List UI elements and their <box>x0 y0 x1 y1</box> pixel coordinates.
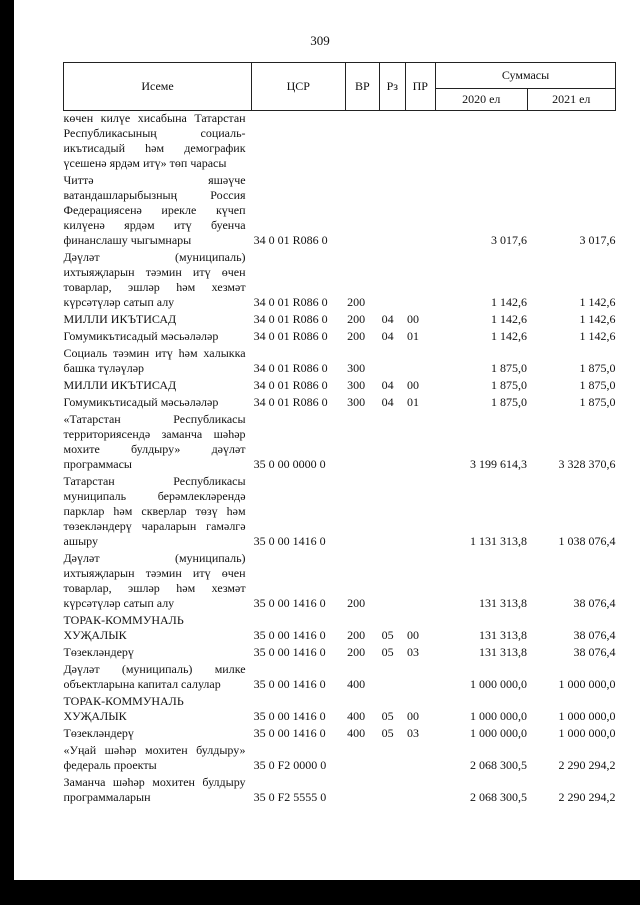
cell-y2021: 2 290 294,2 <box>558 790 616 804</box>
cell-y2021: 1 142,6 <box>579 329 616 343</box>
cell-csr: 35 0 F2 0000 0 <box>253 758 327 772</box>
cell-vr: 300 <box>347 378 366 392</box>
cell-rz <box>380 549 405 611</box>
cell-vr <box>345 741 380 773</box>
cell-vr <box>345 171 380 248</box>
cell-rz: 04 <box>381 395 394 409</box>
cell-y2020: 3 199 614,3 <box>470 457 528 471</box>
cell-pr <box>405 344 435 376</box>
cell-rz: 05 <box>381 628 394 642</box>
cell-name: Социаль тәэмин итү һәм халыкка башка түләүләр <box>63 346 246 375</box>
cell-csr: 35 0 F2 5555 0 <box>253 790 327 804</box>
cell-csr: 34 0 01 R086 0 <box>253 312 328 326</box>
cell-y2021: 38 076,4 <box>573 645 616 659</box>
cell-name: ТОРАК-КОММУНАЛЬ ХУҖАЛЫК <box>63 694 184 723</box>
cell-y2021: 2 290 294,2 <box>558 758 616 772</box>
cell-rz <box>380 171 405 248</box>
table-row <box>64 171 616 248</box>
cell-y2020: 1 875,0 <box>491 378 528 392</box>
table-body <box>64 111 616 806</box>
cell-y2020: 2 068 300,5 <box>470 790 528 804</box>
cell-name: ТОРАК-КОММУНАЛЬ ХУҖАЛЫК <box>63 613 184 642</box>
cell-vr <box>345 111 380 172</box>
cell-name: Читтә яшәүче ватандашларыбызның Россия Федерациясенә ирекле күчеп килүенә ярдәм итү буенча финанслашу чыгымнары <box>63 173 246 247</box>
cell-pr: 00 <box>407 378 420 392</box>
cell-csr: 35 0 00 1416 0 <box>253 596 326 610</box>
cell-y2021: 3 017,6 <box>579 233 616 247</box>
cell-name: МИЛЛИ ИКЪТИСАД <box>63 312 177 326</box>
header-year-2020: 2020 ел <box>436 89 527 111</box>
cell-vr <box>345 773 380 805</box>
table-row <box>64 724 616 741</box>
cell-csr: 34 0 01 R086 0 <box>253 361 328 375</box>
table-row <box>64 111 616 172</box>
cell-vr: 200 <box>347 596 366 610</box>
cell-csr: 34 0 01 R086 0 <box>253 395 328 409</box>
cell-y2020: 131 313,8 <box>479 645 528 659</box>
cell-y2021: 1 875,0 <box>579 378 616 392</box>
cell-pr <box>405 171 435 248</box>
cell-pr <box>405 773 435 805</box>
header-csr: ЦСР <box>252 63 346 111</box>
table-row <box>64 643 616 660</box>
cell-y2021: 1 875,0 <box>579 395 616 409</box>
cell-rz: 04 <box>381 329 394 343</box>
cell-pr: 00 <box>407 628 420 642</box>
header-vr: ВР <box>345 63 380 111</box>
cell-pr <box>405 410 435 472</box>
cell-pr: 03 <box>407 645 420 659</box>
cell-rz <box>380 773 405 805</box>
cell-y2020: 131 313,8 <box>479 596 528 610</box>
cell-pr: 00 <box>407 312 420 326</box>
cell-pr <box>405 111 435 172</box>
table-row <box>64 741 616 773</box>
cell-csr: 35 0 00 1416 0 <box>253 628 326 642</box>
cell-vr: 400 <box>347 677 366 691</box>
cell-vr: 400 <box>347 726 366 740</box>
cell-name: Гомумикътисадый мәсьәләләр <box>63 329 219 343</box>
budget-table <box>63 62 616 805</box>
cell-y2021: 38 076,4 <box>573 628 616 642</box>
cell-y2020: 1 875,0 <box>491 361 528 375</box>
table-row <box>64 472 616 549</box>
cell-name: Төзекләндерү <box>63 726 134 740</box>
cell-rz: 05 <box>381 726 394 740</box>
cell-pr: 01 <box>407 395 420 409</box>
cell-pr <box>405 741 435 773</box>
header-rz: Рз <box>380 63 405 111</box>
cell-y2020: 1 875,0 <box>491 395 528 409</box>
cell-name: Дәүләт (муниципаль) милке объектларына капитал салулар <box>63 662 246 691</box>
scan-edge-left <box>0 0 14 905</box>
cell-vr: 300 <box>347 361 366 375</box>
cell-name: Заманча шәһәр мохитен булдыру программаларын <box>63 775 246 804</box>
cell-vr: 200 <box>347 645 366 659</box>
cell-y2021: 1 142,6 <box>579 295 616 309</box>
cell-y2020 <box>436 111 527 172</box>
cell-vr: 200 <box>347 628 366 642</box>
cell-rz <box>380 741 405 773</box>
cell-rz <box>380 410 405 472</box>
table-row <box>64 248 616 310</box>
cell-y2020: 2 068 300,5 <box>470 758 528 772</box>
table-row <box>64 393 616 410</box>
cell-vr: 200 <box>347 312 366 326</box>
cell-vr: 400 <box>347 709 366 723</box>
cell-y2020: 1 142,6 <box>491 329 528 343</box>
cell-rz: 04 <box>381 312 394 326</box>
scan-edge-bottom <box>0 880 640 905</box>
cell-y2020: 1 142,6 <box>491 295 528 309</box>
cell-y2020: 1 000 000,0 <box>470 709 528 723</box>
cell-vr: 200 <box>347 295 366 309</box>
table-row <box>64 310 616 327</box>
cell-y2021: 1 000 000,0 <box>558 677 616 691</box>
cell-vr <box>345 472 380 549</box>
table-row <box>64 549 616 611</box>
page-number: 309 <box>310 33 330 48</box>
cell-rz <box>380 660 405 692</box>
cell-csr: 34 0 01 R086 0 <box>253 378 328 392</box>
table-row <box>64 344 616 376</box>
cell-csr: 35 0 00 1416 0 <box>253 677 326 691</box>
table-row <box>64 410 616 472</box>
cell-csr: 35 0 00 1416 0 <box>253 709 326 723</box>
cell-rz: 05 <box>381 645 394 659</box>
cell-rz <box>380 248 405 310</box>
cell-pr <box>405 549 435 611</box>
cell-name: көчен килүе хисабына Татарстан Республикасының социаль-икътисадый һәм демографик үсешенә ярдәм итү» төп чарасы <box>63 111 246 170</box>
cell-y2021: 38 076,4 <box>573 596 616 610</box>
cell-y2020: 3 017,6 <box>491 233 528 247</box>
cell-name: Дәүләт (муниципаль) ихтыяҗларын тәэмин итү өчен товарлар, эшләр һәм хезмәт күрсәтүләр сатып алу <box>63 250 246 309</box>
cell-pr <box>405 660 435 692</box>
cell-y2021: 1 000 000,0 <box>558 709 616 723</box>
cell-name: МИЛЛИ ИКЪТИСАД <box>63 378 177 392</box>
budget-table-container <box>63 62 616 805</box>
table-row <box>64 692 616 724</box>
cell-csr: 35 0 00 1416 0 <box>253 534 326 548</box>
cell-pr <box>405 248 435 310</box>
cell-vr <box>345 410 380 472</box>
header-name: Исеме <box>64 63 252 111</box>
cell-csr: 34 0 01 R086 0 <box>253 329 328 343</box>
cell-y2021: 3 328 370,6 <box>558 457 616 471</box>
cell-y2021: 1 000 000,0 <box>558 726 616 740</box>
cell-rz <box>380 111 405 172</box>
cell-rz: 05 <box>381 709 394 723</box>
cell-csr: 34 0 01 R086 0 <box>253 233 328 247</box>
cell-name: Гомумикътисадый мәсьәләләр <box>63 395 219 409</box>
table-row <box>64 376 616 393</box>
table-row <box>64 660 616 692</box>
cell-y2020: 131 313,8 <box>479 628 528 642</box>
cell-csr: 35 0 00 1416 0 <box>253 726 326 740</box>
table-row <box>64 327 616 344</box>
cell-y2021: 1 038 076,4 <box>558 534 616 548</box>
cell-y2021: 1 875,0 <box>579 361 616 375</box>
cell-y2020: 1 131 313,8 <box>470 534 528 548</box>
cell-y2020: 1 000 000,0 <box>470 726 528 740</box>
cell-pr <box>405 472 435 549</box>
header-pr: ПР <box>405 63 435 111</box>
cell-name: Төзекләндерү <box>63 645 134 659</box>
cell-rz: 04 <box>381 378 394 392</box>
cell-y2021 <box>527 111 615 172</box>
cell-name: «Уңай шәһәр мохитен булдыру» федераль проекты <box>63 743 246 772</box>
cell-y2021: 1 142,6 <box>579 312 616 326</box>
cell-name: Дәүләт (муниципаль) ихтыяҗларын тәэмин итү өчен товарлар, эшләр һәм хезмәт күрсәтүләр сатып алу <box>63 551 246 610</box>
cell-name: Татарстан Республикасы муниципаль берәмлекләрендә парклар һәм скверлар төзү һәм төзекләндерү чараларын гамәлгә ашыру <box>63 474 246 548</box>
cell-pr: 03 <box>407 726 420 740</box>
cell-y2020: 1 142,6 <box>491 312 528 326</box>
cell-y2020: 1 000 000,0 <box>470 677 528 691</box>
cell-pr: 01 <box>407 329 420 343</box>
cell-vr: 300 <box>347 395 366 409</box>
cell-csr <box>252 111 346 172</box>
table-row <box>64 773 616 805</box>
cell-rz <box>380 344 405 376</box>
cell-csr: 35 0 00 0000 0 <box>253 457 326 471</box>
cell-vr: 200 <box>347 329 366 343</box>
cell-pr: 00 <box>407 709 420 723</box>
cell-name: «Татарстан Республикасы территориясендә заманча шәһәр мохите булдыру» дәүләт программасы <box>63 412 246 471</box>
cell-rz <box>380 472 405 549</box>
cell-csr: 35 0 00 1416 0 <box>253 645 326 659</box>
header-year-2021: 2021 ел <box>527 89 615 111</box>
cell-csr: 34 0 01 R086 0 <box>253 295 328 309</box>
header-sums: Суммасы <box>436 63 616 89</box>
table-row <box>64 611 616 643</box>
